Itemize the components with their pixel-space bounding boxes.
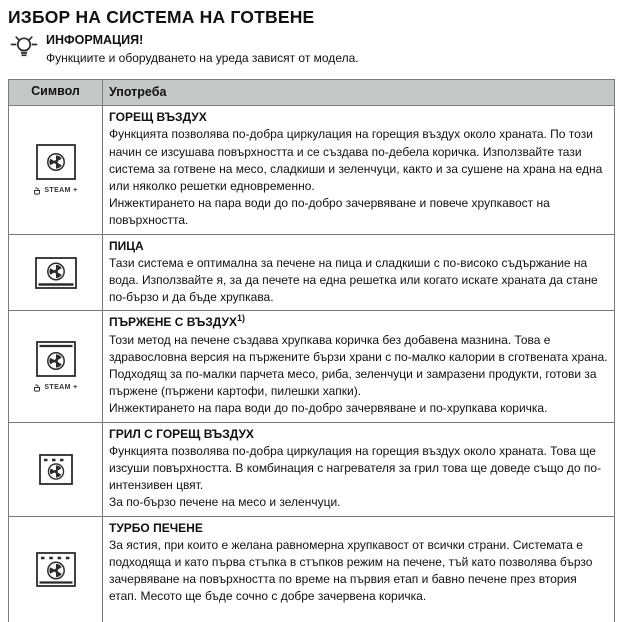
footnote-marker: 1) [236, 313, 245, 324]
symbol-cell [9, 517, 103, 622]
steam-icon [33, 185, 42, 195]
table-header-row [9, 80, 614, 105]
function-title: ГРИЛ С ГОРЕЩ ВЪЗДУХ [109, 426, 254, 441]
usage-cell [103, 106, 614, 233]
info-heading: ИНФОРМАЦИЯ! [46, 33, 144, 47]
fan-grill-icon [39, 454, 73, 485]
table-row-air-fry [9, 310, 614, 421]
lightbulb-icon [8, 32, 40, 64]
function-description: Инжектирането на пара води до по-добро зачервяване и повече хрупкавост на повърхността. [109, 196, 550, 228]
function-description: За по-бързо печене на месо и зеленчуци. [109, 495, 341, 510]
steam-icon [33, 382, 42, 392]
table-row-pizza [9, 234, 614, 311]
fan-bottom-heat-icon [35, 257, 77, 289]
function-description: Този метод на печене създава хрупкава коричка без добавена мазнина. Това е здравословна версия на пържените бързи храни с по-малко калории в сготвената храна. Подходящ за по-малки парчета месо, риба, зеленчуци и замразени продукти, готови за пържене (пържени картофи, пилешки хапки). [109, 332, 608, 399]
fan-grill-bottom-heat-icon [36, 552, 76, 587]
fan-top-heat-icon [36, 341, 76, 377]
function-title: ГОРЕЩ ВЪЗДУХ [109, 110, 207, 125]
function-description: Тази система е оптимална за печене на пица и сладкиши с по-високо съдържание на вода. Използвайте я, за да печете на една решетка или когато искате храната да стане по-бързо и да бъде хрупкава. [109, 255, 598, 305]
function-description: Функцията позволява по-добра циркулация на горещия въздух около храната. Това ще изсуши повърхността. В комбинация с нагревателя за грил това ще доведе също до по-интензивен цвят. [109, 443, 602, 493]
info-text: Функциите и оборудването на уреда зависят от модела. [46, 51, 359, 65]
table-row-hot-air [9, 105, 614, 233]
function-title: ПИЦА [109, 238, 144, 253]
symbol-cell [9, 311, 103, 421]
steam-plus-label: STEAM + [33, 382, 77, 392]
function-description: Функцията позволява по-добра циркулация на горещия въздух около храната. По този начин се изсушава повърхността и се създава по-дебела коричка. Използвайте тази система за готвене на месо, сладкиши и зеленчуци, както и за сушене на храна на една или няколко решетки едновременно. [109, 127, 603, 194]
usage-cell [103, 235, 614, 311]
page-title: ИЗБОР НА СИСТЕМА НА ГОТВЕНЕ [8, 7, 315, 27]
function-description: Инжектирането на пара води до по-добро зачервяване и по-хрупкава коричка. [109, 401, 548, 416]
usage-cell [103, 517, 614, 622]
table-row-grill-hot-air [9, 422, 614, 516]
symbol-cell [9, 106, 103, 233]
usage-cell [103, 311, 614, 421]
cooking-systems-table [8, 79, 615, 622]
info-note [8, 32, 615, 66]
column-header-use: Употреба [109, 85, 167, 99]
table-row-turbo-bake [9, 516, 614, 622]
function-title: ТУРБО ПЕЧЕНЕ [109, 520, 203, 535]
steam-plus-label: STEAM + [33, 185, 77, 195]
function-description: За ястия, при които е желана равномерна хрупкавост от всички страни. Системата е подходяща и като първа стъпка в стъпков режим на печене, тъй като позволява бързо зачервяване на повърхността по време на първия етап и бавно печене през втория етап. Месото ще бъде сочно с добре зачервена коричка. [109, 537, 593, 604]
column-header-symbol: Символ [9, 80, 103, 105]
symbol-cell [9, 423, 103, 516]
function-title: ПЪРЖЕНЕ С ВЪЗДУХ$^{1)}$ [109, 313, 245, 330]
usage-cell [103, 423, 614, 516]
symbol-cell [9, 235, 103, 311]
hot-air-fan-icon [36, 144, 76, 180]
